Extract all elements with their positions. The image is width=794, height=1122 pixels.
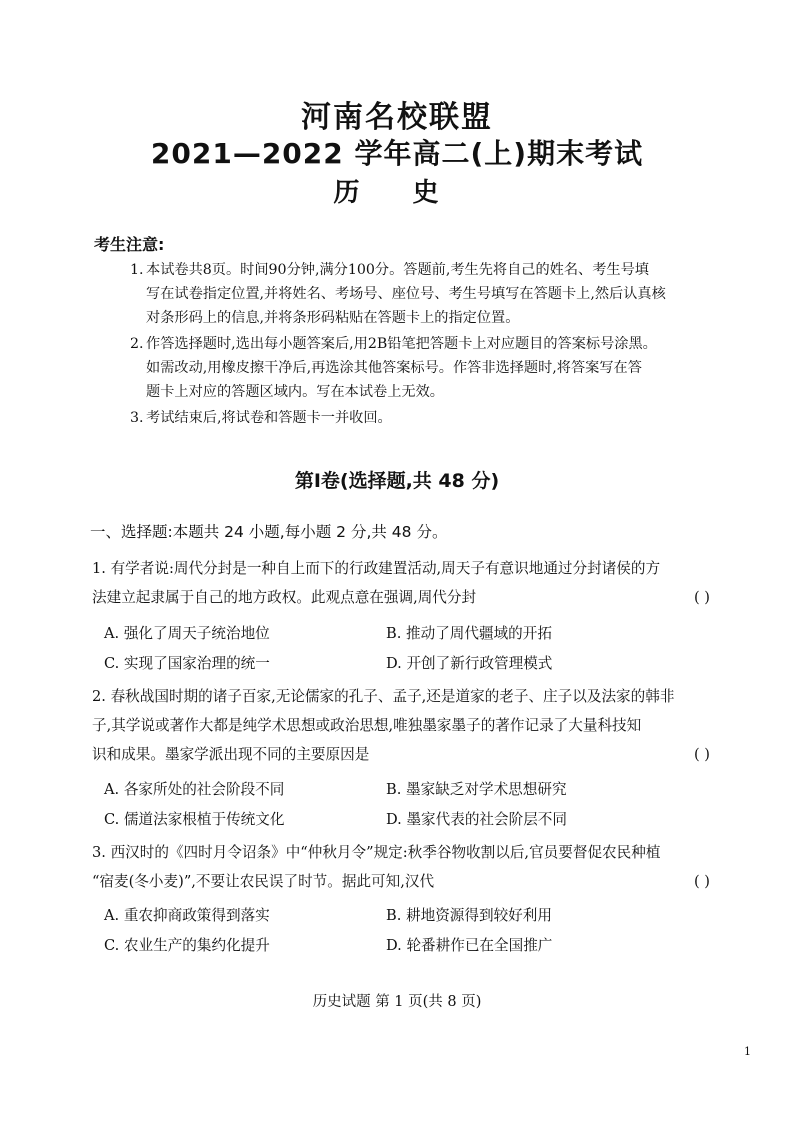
- question-1: [92, 554, 712, 612]
- answer-blank: ( ): [693, 873, 710, 890]
- option-b: B. 推动了周代疆域的开拓: [386, 625, 552, 642]
- part-title: 一、选择题:本题共 24 小题,每小题 2 分,共 48 分。: [90, 523, 448, 541]
- notice-item-line: 题卡上对应的答题区域内。写在本试卷上无效。: [146, 384, 444, 400]
- option-a: A. 各家所处的社会阶段不同: [104, 781, 285, 798]
- exam-title-line2: 2021—2022 学年高二(上)期末考试: [150, 137, 644, 170]
- option-d: D. 轮番耕作已在全国推广: [386, 937, 553, 954]
- question-3: [92, 838, 712, 896]
- option-c: C. 农业生产的集约化提升: [104, 937, 270, 954]
- option-d: D. 开创了新行政管理模式: [386, 655, 553, 672]
- page-footer: 历史试题 第 1 页(共 8 页): [312, 994, 482, 1010]
- answer-blank: ( ): [693, 589, 710, 606]
- notice-item-line: 考试结束后,将试卷和答题卡一并收回。: [146, 410, 392, 426]
- question-2: [92, 682, 712, 769]
- notice-item: [100, 332, 718, 404]
- notice-item-line: 写在试卷指定位置,并将姓名、考场号、座位号、考生号填写在答题卡上,然后认真核: [146, 286, 666, 302]
- option-a: A. 强化了周天子统治地位: [104, 625, 270, 642]
- notice-item: [100, 406, 718, 430]
- notice-item: [100, 258, 718, 330]
- option-d: D. 墨家代表的社会阶层不同: [386, 811, 567, 828]
- notice-item-line: 对条形码上的信息,并将条形码粘贴在答题卡上的指定位置。: [146, 310, 520, 326]
- notice-item-line: 作答选择题时,选出每小题答案后,用2B铅笔把答题卡上对应题目的答案标号涂黑。: [146, 336, 657, 352]
- question-line: 法建立起隶属于自己的地方政权。此观点意在强调,周代分封: [92, 589, 477, 606]
- question-line: 识和成果。墨家学派出现不同的主要原因是: [92, 746, 370, 763]
- section-title: 第Ⅰ卷(选择题,共 48 分): [294, 470, 500, 492]
- exam-subject: 历 史: [333, 178, 461, 208]
- question-line: 1. 有学者说:周代分封是一种自上而下的行政建置活动,周天子有意识地通过分封诸侯的方: [92, 560, 661, 577]
- option-b: B. 耕地资源得到较好利用: [386, 907, 552, 924]
- notice-item-number: 1.: [130, 262, 144, 278]
- option-c: C. 儒道法家根植于传统文化: [104, 811, 285, 828]
- answer-blank: ( ): [693, 746, 710, 763]
- notice-item-line: 如需改动,用橡皮擦干净后,再选涂其他答案标号。作答非选择题时,将答案写在答: [146, 360, 642, 376]
- option-c: C. 实现了国家治理的统一: [104, 655, 270, 672]
- question-line: 子,其学说或著作大都是纯学术思想或政治思想,唯独墨家墨子的著作记录了大量科技知: [92, 717, 642, 734]
- notice-heading: 考生注意:: [94, 235, 165, 254]
- question-line: 3. 西汉时的《四时月令诏条》中“仲秋月令”规定:秋季谷物收割以后,官员要督促农民种植: [92, 844, 661, 861]
- page-number: 1: [744, 1045, 751, 1058]
- exam-title-line1: 河南名校联盟: [301, 100, 493, 135]
- notice-item-line: 本试卷共8页。时间90分钟,满分100分。答题前,考生先将自己的姓名、考生号填: [146, 262, 649, 278]
- option-b: B. 墨家缺乏对学术思想研究: [386, 781, 567, 798]
- notice-item-number: 3.: [130, 410, 144, 426]
- option-a: A. 重农抑商政策得到落实: [104, 907, 270, 924]
- notice-item-number: 2.: [130, 336, 144, 352]
- question-line: 2. 春秋战国时期的诸子百家,无论儒家的孔子、孟子,还是道家的老子、庄子以及法家的韩非: [92, 688, 675, 705]
- question-line: “宿麦(冬小麦)”,不要让农民误了时节。据此可知,汉代: [92, 873, 435, 890]
